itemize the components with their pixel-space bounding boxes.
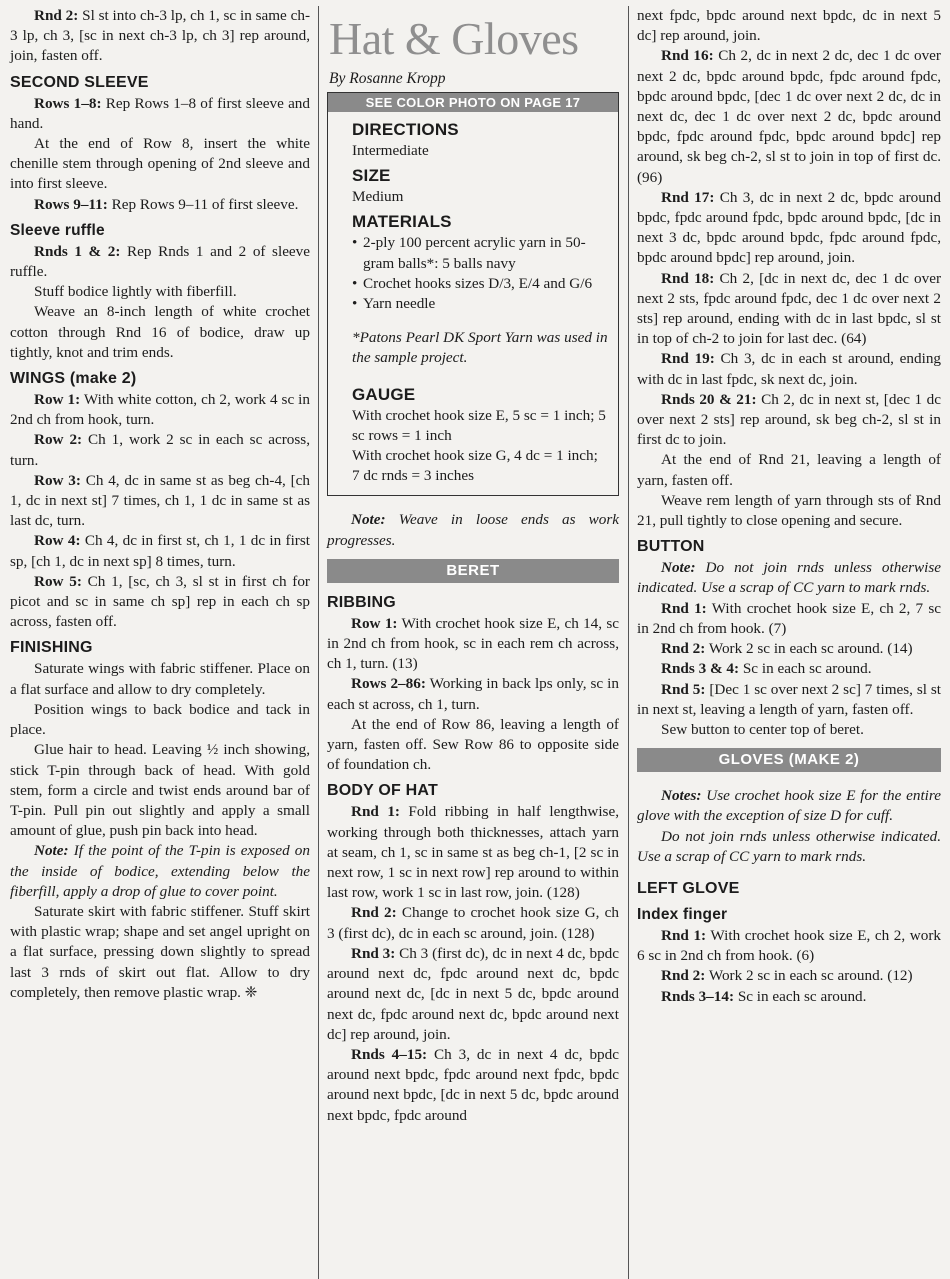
step-text: Weave rem length of yarn through sts of Rnd 21, pull tightly to close opening and secure. bbox=[637, 491, 941, 530]
instruction-para bbox=[637, 349, 941, 389]
info-box-body bbox=[328, 120, 618, 486]
step-label: Rows 2–86: bbox=[351, 675, 426, 693]
step-text: Ch 3, dc in next 4 dc, bpdc around next bpdc, fpdc around next fpdc, bpdc around next bpdc, [dc in next 5 dc, bpdc around next bpdc, fpdc around bbox=[327, 1045, 619, 1124]
step-text: Ch 2, [dc in next dc, dec 1 dc over next 2 sts, fpdc around fpdc, dec 1 dc over next 2 sts] rep around, ending with dc in last bpdc, sl st in top of ch-2 to join for last dec. (64) bbox=[637, 269, 942, 348]
gauge-heading: GAUGE bbox=[352, 384, 416, 404]
step-text: Sew button to center top of beret. bbox=[661, 720, 864, 738]
step-text: Ch 4, dc in first st, ch 1, 1 dc in first sp, [ch 1, dc in next sp] 8 times, turn. bbox=[10, 532, 310, 570]
column-divider-left bbox=[318, 6, 319, 1279]
step-label: Rnd 1: bbox=[661, 599, 707, 617]
instruction-para bbox=[10, 195, 310, 215]
step-text: Stuff bodice lightly with fiberfill. bbox=[34, 283, 237, 301]
step-label: Rnd 17: bbox=[661, 188, 715, 206]
note-lead: Notes: bbox=[661, 787, 702, 805]
step-text: Rep Rows 9–11 of first sleeve. bbox=[107, 195, 299, 213]
left-glove-heading: LEFT GLOVE bbox=[637, 879, 740, 897]
button-paras bbox=[637, 599, 941, 740]
instruction-para bbox=[637, 720, 941, 740]
step-label: Rnds 3 & 4: bbox=[661, 660, 740, 678]
note-text: Weave in loose ends as work progresses. bbox=[327, 511, 619, 549]
instruction-para bbox=[10, 94, 310, 134]
step-text: Sl st into ch-3 lp, ch 1, sc in same ch-3 lp, ch 3, [sc in next ch-3 lp, ch 3] rep around, join, fasten off. bbox=[10, 7, 311, 65]
step-text: Ch 3 (first dc), dc in next 4 dc, bpdc around next dc, fpdc around next dc, bpdc around next dc, [dc in next 5 dc, bpdc around next dc, fpdc around next dc, bpdc around next dc] rep around, join. bbox=[327, 944, 619, 1043]
step-label: Row 5: bbox=[34, 572, 82, 590]
step-text: Ch 4, dc in same st as beg ch-4, [ch 1, dc in next st] 7 times, ch 1, 1 dc in same st as last dc, turn. bbox=[10, 471, 310, 530]
note-text: If the point of the T-pin is exposed on the inside of bodice, extending below the fiberfill, apply a drop of glue to cover point. bbox=[10, 842, 310, 900]
instruction-para bbox=[637, 390, 941, 451]
instruction-para bbox=[637, 987, 941, 1007]
instruction-para bbox=[637, 966, 941, 986]
step-text: Weave an 8-inch length of white crochet cotton through Rnd 16 of bodice, draw up tightly, knot and trim ends. bbox=[10, 303, 310, 361]
gauge-line: With crochet hook size G, 4 dc = 1 inch; 7 dc rnds = 3 inches bbox=[352, 447, 598, 485]
instruction-para bbox=[637, 491, 941, 531]
step-text: With crochet hook size E, ch 2, 7 sc in 2nd ch from hook. (7) bbox=[637, 599, 942, 637]
page-title: Hat & Gloves bbox=[329, 13, 579, 64]
body-heading: BODY OF HAT bbox=[327, 782, 438, 800]
instruction-para bbox=[327, 1045, 619, 1126]
instruction-para bbox=[637, 599, 941, 639]
step-label: Rnd 18: bbox=[661, 269, 715, 287]
instruction-para bbox=[10, 6, 310, 67]
instruction-para bbox=[327, 614, 619, 675]
step-label: Rnd 1: bbox=[661, 926, 707, 944]
step-text: Sc in each sc around. bbox=[739, 660, 872, 678]
instruction-para bbox=[10, 572, 310, 633]
index-finger-heading: Index finger bbox=[637, 905, 728, 923]
instruction-para bbox=[10, 471, 310, 532]
step-text: Ch 1, [sc, ch 3, sl st in first ch for picot and sc in same ch sp] rep in each ch sp across, fasten off. bbox=[10, 572, 310, 631]
intro-paras bbox=[10, 6, 310, 67]
step-text: With crochet hook size E, ch 2, work 6 sc in 2nd ch from hook. (6) bbox=[637, 926, 942, 965]
second-sleeve-paras bbox=[10, 94, 310, 215]
wings-paras bbox=[10, 390, 310, 632]
step-label: Rnds 1 & 2: bbox=[34, 242, 121, 260]
ribbing-paras bbox=[327, 614, 619, 776]
finishing-heading: FINISHING bbox=[10, 639, 93, 657]
button-heading: BUTTON bbox=[637, 538, 705, 556]
index-finger-paras bbox=[637, 926, 941, 1007]
instruction-para bbox=[637, 46, 941, 187]
finishing-para: Saturate wings with fabric stiffener. Place on a flat surface and allow to dry completely. bbox=[10, 660, 310, 698]
step-text: Ch 3, dc in each st around, ending with dc in last fpdc, sk next dc, join. bbox=[637, 350, 942, 388]
instruction-para bbox=[637, 450, 941, 490]
step-text: With white cotton, ch 2, work 4 sc in 2nd ch from hook, turn. bbox=[10, 391, 310, 429]
materials-item: • 2-ply 100 percent acrylic yarn in 50-gram balls*: 5 balls navy bbox=[352, 233, 608, 273]
instruction-para bbox=[637, 639, 941, 659]
step-text: Ch 1, work 2 sc in each sc across, turn. bbox=[10, 431, 310, 469]
note-text: Use crochet hook size E for the entire glove with the exception of size D for cuff. bbox=[637, 787, 941, 825]
materials-heading: MATERIALS bbox=[352, 212, 452, 232]
note-lead: Note: bbox=[661, 559, 696, 577]
gloves-banner: GLOVES (MAKE 2) bbox=[637, 748, 941, 772]
step-text: Work 2 sc in each sc around. (14) bbox=[705, 640, 913, 658]
finishing-note bbox=[10, 841, 310, 902]
size-heading: SIZE bbox=[352, 166, 391, 186]
gloves-notes bbox=[637, 786, 941, 826]
yarn-note: *Patons Pearl DK Sport Yarn was used in the sample project. bbox=[352, 329, 608, 367]
instruction-para bbox=[10, 242, 310, 282]
step-label: Rnd 2: bbox=[351, 904, 397, 922]
sleeve-ruffle-paras bbox=[10, 242, 310, 363]
finishing-para: Glue hair to head. Leaving ½ inch showing, stick T-pin through back of head. With gold stem, form a circle and twist ends around bar of T-pin. Pull pin out slightly and apply a small amount of glue, push pin back into head. bbox=[10, 741, 310, 840]
note-text: Do not join rnds unless otherwise indicated. Use a scrap of CC yarn to mark rnds. bbox=[637, 559, 941, 597]
directions-value: Intermediate bbox=[352, 142, 429, 159]
instruction-para bbox=[327, 674, 619, 714]
step-text: Ch 2, dc in next 2 dc, dec 1 dc over next 2 dc, bpdc around bpdc, fpdc around fpdc, bpdc around bpdc, [dec 1 dc over next 2 dc, dc in next dc, dec 1 dc over next 2 dc, bpdc around bpdc, fpdc around fpdc, bpdc around bpdc] rep around, sk beg ch-2, sl st to join in top of first dc. (96) bbox=[637, 47, 941, 186]
finishing-para: Position wings to back bodice and tack in place. bbox=[10, 700, 310, 739]
step-label: Rnds 4–15: bbox=[351, 1045, 428, 1063]
instruction-para bbox=[637, 269, 941, 350]
body-paras bbox=[327, 802, 619, 1125]
note-lead: Note: bbox=[34, 842, 69, 860]
instruction-para bbox=[10, 134, 310, 195]
size-value: Medium bbox=[352, 188, 404, 206]
step-text: At the end of Rnd 21, leaving a length of yarn, fasten off. bbox=[637, 451, 941, 489]
step-text: [Dec 1 sc over next 2 sc] 7 times, sl st in next st, leaving a length of yarn, fasten off. bbox=[637, 680, 942, 718]
step-label: Row 3: bbox=[34, 471, 81, 489]
step-text: Working in back lps only, sc in each st across, ch 1, turn. bbox=[327, 675, 619, 713]
instruction-para bbox=[637, 680, 941, 720]
byline: By Rosanne Kropp bbox=[329, 70, 446, 87]
button-note bbox=[637, 558, 941, 598]
step-text: Ch 3, dc in next 2 dc, bpdc around bpdc, fpdc around fpdc, bpdc around bpdc, [dc in next 3 dc, bpdc around bpdc, fpdc around fpdc, bpdc around bpdc] rep around, join. bbox=[637, 188, 941, 267]
instruction-para bbox=[327, 802, 619, 903]
photo-banner: SEE COLOR PHOTO ON PAGE 17 bbox=[328, 93, 618, 112]
step-text: Rep Rows 1–8 of first sleeve and hand. bbox=[10, 94, 310, 132]
step-label: Rnd 16: bbox=[661, 47, 714, 65]
continued-para: next fpdc, bpdc around next bpdc, dc in next 5 dc] rep around, join. bbox=[637, 7, 941, 45]
instruction-para bbox=[10, 302, 310, 363]
directions-heading: DIRECTIONS bbox=[352, 120, 459, 139]
step-text: Change to crochet hook size G, ch 3 (first dc), dc in each sc around, join. (128) bbox=[327, 904, 619, 942]
instruction-para bbox=[637, 926, 941, 966]
step-label: Rnd 5: bbox=[661, 680, 706, 698]
step-text: Work 2 sc in each sc around. (12) bbox=[705, 967, 913, 985]
loose-ends-note bbox=[327, 510, 619, 550]
beret-banner: BERET bbox=[327, 559, 619, 583]
step-label: Rows 9–11: bbox=[34, 195, 108, 213]
step-label: Rnd 2: bbox=[661, 967, 706, 985]
instruction-para bbox=[327, 944, 619, 1045]
step-label: Rnd 2: bbox=[34, 7, 79, 24]
step-text: Fold ribbing in half lengthwise, working through both thicknesses, attach yarn at seam, ch 1, sc in same st as beg ch-1, [2 sc in next row, 1 sc in next row] rep around to within last row, work 1 sc in last row, join. (128) bbox=[327, 803, 619, 902]
step-label: Rnd 2: bbox=[661, 640, 706, 658]
step-label: Rnd 1: bbox=[351, 803, 400, 821]
step-text: At the end of Row 8, insert the white chenille stem through opening of 2nd sleeve and into first sleeve. bbox=[10, 135, 310, 193]
instruction-para bbox=[637, 188, 941, 269]
gauge-line: With crochet hook size E, 5 sc = 1 inch; 5 sc rows = 1 inch bbox=[352, 406, 606, 444]
gloves-notes-2: Do not join rnds unless otherwise indicated. Use a scrap of CC yarn to mark rnds. bbox=[637, 827, 941, 865]
hat-rounds-paras bbox=[637, 46, 941, 531]
instruction-para bbox=[637, 659, 941, 679]
finishing-para: Saturate skirt with fabric stiffener. Stuff skirt with plastic wrap; shape and set angel upright on a flat surface, pressing down slightly to spread last 3 rnds of skirt out flat. Allow to dry completely, then remove plastic wrap. ❈ bbox=[10, 902, 310, 1001]
materials-item: • Crochet hooks sizes D/3, E/4 and G/6 bbox=[352, 274, 608, 294]
step-label: Row 1: bbox=[351, 614, 398, 632]
step-text: Rep Rnds 1 and 2 of sleeve ruffle. bbox=[10, 242, 311, 281]
materials-list bbox=[352, 233, 608, 314]
step-label: Rnd 19: bbox=[661, 350, 715, 368]
instruction-para bbox=[10, 282, 310, 302]
note-lead: Note: bbox=[351, 511, 386, 529]
instruction-para bbox=[10, 390, 310, 430]
step-text: At the end of Row 86, leaving a length of yarn, fasten off. Sew Row 86 to opposite side of foundation ch. bbox=[327, 715, 619, 774]
step-label: Row 4: bbox=[34, 532, 81, 550]
sleeve-ruffle-heading: Sleeve ruffle bbox=[10, 221, 105, 239]
step-label: Row 2: bbox=[34, 431, 83, 449]
instruction-para bbox=[10, 531, 310, 571]
step-label: Rnd 3: bbox=[351, 944, 396, 962]
step-text: Sc in each sc around. bbox=[734, 987, 867, 1005]
info-box bbox=[327, 92, 619, 496]
instruction-para bbox=[327, 903, 619, 943]
step-label: Rnds 3–14: bbox=[661, 987, 735, 1005]
materials-item: • Yarn needle bbox=[352, 294, 608, 314]
instruction-para bbox=[10, 430, 310, 470]
step-label: Rows 1–8: bbox=[34, 94, 102, 112]
column-divider-right bbox=[628, 6, 629, 1279]
ribbing-heading: RIBBING bbox=[327, 593, 396, 611]
step-label: Row 1: bbox=[34, 391, 81, 409]
step-text: Ch 2, dc in next st, [dec 1 dc over next 2 sts] rep around, sk beg ch-2, sl st in first dc to join. bbox=[637, 390, 941, 449]
column-3 bbox=[637, 6, 941, 1007]
step-text: With crochet hook size E, ch 14, sc in 2nd ch from hook, sc in each rem ch across, ch 1, turn. (13) bbox=[327, 614, 620, 673]
wings-heading: WINGS (make 2) bbox=[10, 370, 137, 388]
instruction-para bbox=[327, 715, 619, 776]
column-2 bbox=[327, 6, 619, 1126]
step-label: Rnds 20 & 21: bbox=[661, 390, 757, 408]
second-sleeve-heading: SECOND SLEEVE bbox=[10, 73, 149, 91]
column-1 bbox=[10, 6, 310, 1003]
